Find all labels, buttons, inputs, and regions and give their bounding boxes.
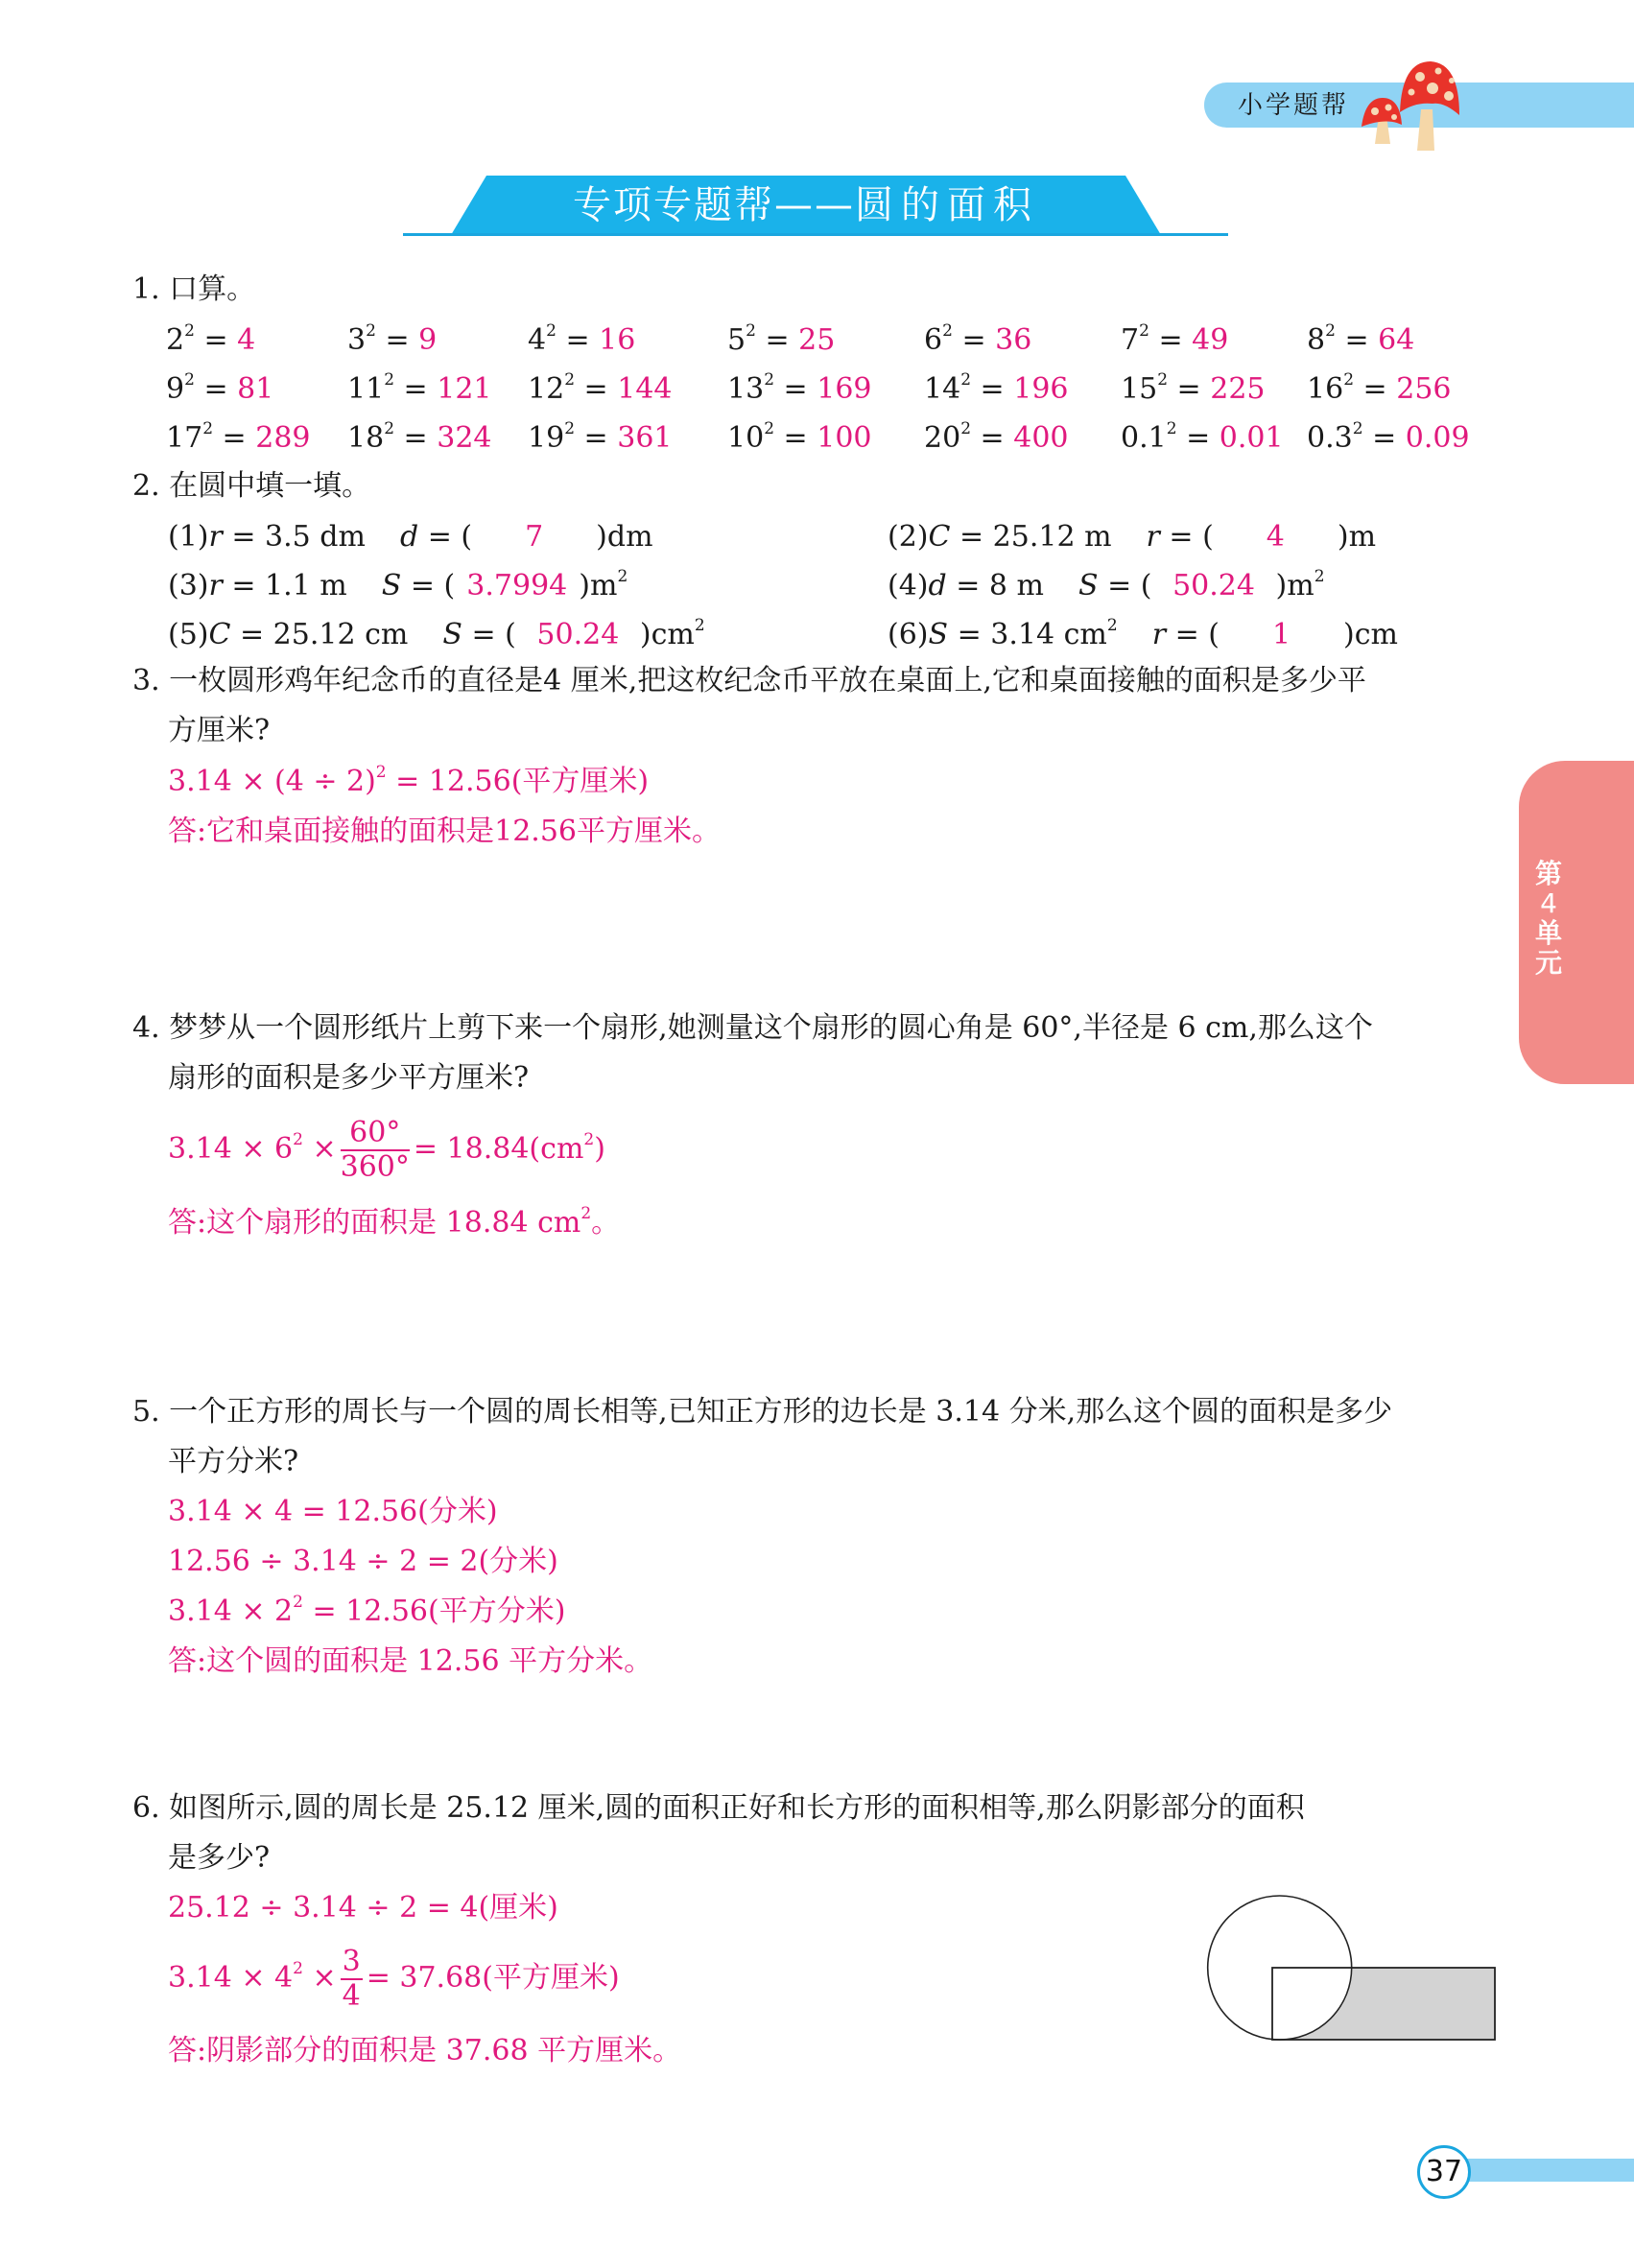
page-title: [451, 180, 1161, 230]
q1-answer: 361: [617, 421, 673, 455]
q1-exp: 2: [746, 321, 756, 341]
q1-base: 8: [1307, 323, 1326, 357]
q1-exp: 2: [1343, 370, 1355, 390]
mushroom-icon: [1358, 59, 1463, 151]
q4-calc-part: = 18.84(cm: [413, 1132, 584, 1166]
q3-calc-exp: 2: [375, 763, 387, 782]
q1-answer: 196: [1013, 372, 1069, 406]
q4-answer-part: 。: [591, 1206, 621, 1240]
q5-calc-3: [168, 1593, 565, 1631]
q4-calculation: [168, 1111, 605, 1188]
q1-equals: =: [971, 421, 1014, 455]
q1-answer: 169: [817, 372, 872, 406]
shaded-region: [1272, 1968, 1495, 2040]
q2-given-var: d: [928, 569, 947, 602]
q1-equals: =: [952, 323, 996, 357]
q2-item-number: (2): [888, 520, 929, 554]
q2-unit: m: [1287, 569, 1314, 602]
fraction-denominator: 360°: [340, 1150, 410, 1184]
q1-item: [924, 321, 1031, 360]
q3-question-line2: 方厘米?: [168, 714, 271, 747]
q2-answer: 3.7994: [466, 569, 568, 602]
q6-question-line1: 6. 如图所示,圆的周长是 25.12 厘米,圆的面积正好和长方形的面积相等,那么阴影部分的面积: [132, 1791, 1305, 1825]
q1-equals: =: [575, 372, 618, 406]
q2-item-number: (4): [888, 569, 929, 602]
unit-label: [1519, 859, 1578, 978]
q1-base: 13: [727, 372, 765, 406]
q1-item: [924, 370, 1069, 409]
q2-unit-exp: 2: [617, 567, 628, 586]
q2-equals: = (: [1159, 520, 1223, 554]
q1-base: 18: [347, 421, 385, 455]
fraction-denominator: 4: [342, 1979, 361, 2013]
page-number: 37: [1417, 2145, 1471, 2199]
q1-answer: 400: [1013, 421, 1069, 455]
q2-equals: = (: [401, 569, 464, 602]
q1-answer: 100: [817, 421, 872, 455]
q1-base: 17: [166, 421, 203, 455]
q2-equals: = (: [1166, 618, 1229, 651]
q1-answer: 256: [1396, 372, 1452, 406]
q2-ask-var: S: [381, 569, 402, 602]
q5-calc-2: 12.56 ÷ 3.14 ÷ 2 = 2(分米): [168, 1545, 558, 1578]
q1-answer: 81: [237, 372, 274, 406]
q1-exp: 2: [1166, 419, 1177, 438]
q5-calc-part: 3.14 × 2: [168, 1595, 294, 1628]
q1-base: 11: [347, 372, 385, 406]
fraction-numerator: 60°: [341, 1117, 410, 1151]
circle-rectangle-figure: [1190, 1895, 1506, 2048]
q1-item: [528, 370, 673, 409]
q2-given-var: S: [928, 618, 949, 651]
q2-given-exp: 2: [1106, 616, 1118, 635]
unit-char: 第: [1534, 858, 1562, 889]
q1-exp: 2: [184, 370, 195, 390]
q1-exp: 2: [942, 321, 953, 341]
unit-number: 4: [1540, 887, 1557, 919]
q2-answer: 4: [1266, 520, 1285, 554]
q1-answer: 0.09: [1405, 421, 1470, 455]
q1-equals: =: [1354, 372, 1397, 406]
q4-calc-exp: 2: [293, 1130, 303, 1149]
q2-item: [168, 518, 653, 556]
q1-item: [347, 419, 492, 458]
q2-ask-var: S: [1078, 569, 1099, 602]
q4-calc-part: 3.14 × 6: [168, 1132, 294, 1166]
q1-exp: 2: [202, 419, 214, 438]
title-underline: [403, 233, 1228, 236]
q1-answer: 16: [599, 323, 636, 357]
unit-char: 元: [1534, 947, 1562, 979]
q2-answer: 7: [525, 520, 544, 554]
q1-exp: 2: [960, 370, 972, 390]
q2-close-paren: ): [1334, 618, 1355, 651]
q1-equals: =: [556, 323, 600, 357]
q1-equals: =: [213, 421, 256, 455]
q6-calc-1: 25.12 ÷ 3.14 ÷ 2 = 4(厘米): [168, 1891, 558, 1925]
q2-unit: m: [1348, 520, 1377, 554]
q4-calc-part: ×: [302, 1132, 337, 1166]
q2-unit: dm: [606, 520, 653, 554]
q2-item: [168, 616, 705, 654]
q4-answer-exp: 2: [580, 1204, 592, 1223]
q1-answer: 25: [798, 323, 836, 357]
q1-base: 5: [727, 323, 746, 357]
q2-close-paren: ): [569, 569, 591, 602]
q2-answer: 50.24: [1172, 569, 1255, 602]
q1-exp: 2: [564, 419, 576, 438]
q6-question-line2: 是多少?: [168, 1841, 271, 1875]
q1-base: 15: [1121, 372, 1158, 406]
q1-equals: =: [1362, 421, 1406, 455]
q2-equals: = (: [1098, 569, 1162, 602]
q2-unit-exp: 2: [694, 616, 705, 635]
q1-item: [528, 321, 635, 360]
q5-calc-part: = 12.56(平方分米): [302, 1595, 566, 1628]
q2-close-paren: ): [586, 520, 607, 554]
q1-exp: 2: [1352, 419, 1363, 438]
q1-item: [1121, 321, 1228, 360]
q1-base: 7: [1121, 323, 1140, 357]
q2-unit-exp: 2: [1314, 567, 1325, 586]
q2-given-var: r: [208, 520, 223, 554]
q1-base: 16: [1307, 372, 1344, 406]
q1-equals: =: [394, 372, 438, 406]
q1-exp: 2: [764, 370, 775, 390]
q3-answer: 答:它和桌面接触的面积是12.56平方厘米。: [168, 815, 721, 848]
q1-item: [166, 419, 311, 458]
q1-exp: 2: [1157, 370, 1169, 390]
q1-answer: 9: [418, 323, 438, 357]
q1-exp: 2: [384, 419, 395, 438]
q1-exp: 2: [1139, 321, 1149, 341]
q2-equals: = (: [462, 618, 526, 651]
q2-given-var: r: [208, 569, 223, 602]
q2-close-paren: ): [1328, 520, 1349, 554]
q1-equals: =: [1335, 323, 1379, 357]
q2-unit: m: [590, 569, 618, 602]
q6-answer: 答:阴影部分的面积是 37.68 平方厘米。: [168, 2034, 682, 2067]
q1-item: [727, 419, 872, 458]
q2-item: [888, 518, 1376, 556]
q1-item: [924, 419, 1069, 458]
brand-label: 小学题帮: [1238, 91, 1350, 120]
q1-equals: =: [194, 372, 238, 406]
q2-given-var: C: [928, 520, 951, 554]
q5-question-line1: 5. 一个正方形的周长与一个圆的周长相等,已知正方形的边长是 3.14 分米,那么这个圆的面积是多少: [132, 1395, 1393, 1429]
q1-answer: 0.01: [1219, 421, 1284, 455]
q2-given-value: = 1.1 m: [222, 569, 347, 602]
q2-label: 2. 在圆中填一填。: [132, 469, 371, 503]
q1-item: [727, 321, 835, 360]
q2-close-paren: ): [630, 618, 651, 651]
q1-answer: 289: [255, 421, 311, 455]
q1-answer: 144: [617, 372, 673, 406]
q2-ask-var: S: [442, 618, 462, 651]
q2-equals: = (: [418, 520, 482, 554]
q1-item: [1307, 419, 1470, 458]
q3-question-line1: 3. 一枚圆形鸡年纪念币的直径是4 厘米,把这枚纪念币平放在桌面上,它和桌面接触的面积是多少平: [132, 664, 1366, 697]
q4-calc-exp: 2: [583, 1130, 595, 1149]
q1-base: 4: [528, 323, 547, 357]
q1-exp: 2: [564, 370, 576, 390]
q1-base: 3: [347, 323, 367, 357]
q1-base: 12: [528, 372, 565, 406]
q1-equals: =: [394, 421, 438, 455]
q1-equals: =: [194, 323, 238, 357]
q1-base: 9: [166, 372, 185, 406]
q2-item: [888, 616, 1398, 654]
q2-answer: 50.24: [536, 618, 620, 651]
q1-item: [528, 419, 673, 458]
q1-answer: 64: [1378, 323, 1415, 357]
q2-given-value: = 8 m: [946, 569, 1044, 602]
q4-fraction: [341, 1117, 410, 1184]
q1-equals: =: [774, 372, 817, 406]
q1-base: 2: [166, 323, 185, 357]
q1-equals: =: [971, 372, 1014, 406]
q2-given-value: = 25.12 cm: [230, 618, 409, 651]
title-topic: 圆的面积: [855, 183, 1039, 227]
q1-exp: 2: [764, 419, 775, 438]
q1-equals: =: [1168, 372, 1211, 406]
q2-item-number: (1): [168, 520, 209, 554]
q6-calc-2: [168, 1940, 620, 2017]
fraction-numerator: 3: [342, 1945, 361, 1978]
q5-question-line2: 平方分米?: [168, 1445, 299, 1478]
q2-given-value: = 25.12 m: [950, 520, 1112, 554]
q2-item: [168, 567, 628, 605]
q4-calc-part: ): [594, 1132, 605, 1166]
q2-unit: cm: [651, 618, 695, 651]
q2-item: [888, 567, 1325, 605]
q2-given-value: = 3.5 dm: [222, 520, 366, 554]
q1-equals: =: [575, 421, 618, 455]
q1-item: [727, 370, 872, 409]
q2-item-number: (6): [888, 618, 929, 651]
q6-calc-part: 3.14 × 4: [168, 1961, 294, 1995]
q1-item: [1307, 370, 1452, 409]
q1-answer: 36: [995, 323, 1032, 357]
q2-given-value: = 3.14 cm: [948, 618, 1107, 651]
q2-close-paren: ): [1267, 569, 1288, 602]
q1-base: 0.3: [1307, 421, 1353, 455]
q6-calc-exp: 2: [293, 1959, 303, 1978]
q1-base: 19: [528, 421, 565, 455]
q1-base: 20: [924, 421, 961, 455]
unit-char: 单: [1534, 917, 1562, 949]
q1-base: 6: [924, 323, 943, 357]
q1-answer: 121: [437, 372, 492, 406]
title-dash: ——: [774, 183, 855, 227]
q1-item: [1121, 370, 1266, 409]
q1-item: [166, 321, 255, 360]
q1-equals: =: [774, 421, 817, 455]
q5-calc-exp: 2: [293, 1593, 303, 1612]
q1-exp: 2: [184, 321, 195, 341]
q4-question-line1: 4. 梦梦从一个圆形纸片上剪下来一个扇形,她测量这个扇形的圆心角是 60°,半径是 6 cm,那么这个: [132, 1011, 1373, 1045]
q1-exp: 2: [384, 370, 395, 390]
q2-item-number: (3): [168, 569, 209, 602]
q6-calc-part: = 37.68(平方厘米): [366, 1961, 620, 1995]
q1-equals: =: [1176, 421, 1220, 455]
q6-calc-part: ×: [302, 1961, 337, 1995]
q1-item: [347, 321, 437, 360]
q2-ask-var: r: [1151, 618, 1167, 651]
q1-answer: 324: [437, 421, 492, 455]
q2-item-number: (5): [168, 618, 209, 651]
q4-answer: [168, 1204, 620, 1242]
q1-base: 14: [924, 372, 961, 406]
q4-question-line2: 扇形的面积是多少平方厘米?: [168, 1061, 530, 1095]
q1-equals: =: [1149, 323, 1193, 357]
q1-equals: =: [375, 323, 419, 357]
q1-base: 10: [727, 421, 765, 455]
q1-answer: 4: [237, 323, 256, 357]
q1-item: [1121, 419, 1284, 458]
q1-exp: 2: [960, 419, 972, 438]
q4-answer-part: 答:这个扇形的面积是 18.84 cm: [168, 1206, 581, 1240]
q1-exp: 2: [366, 321, 376, 341]
q1-answer: 225: [1210, 372, 1266, 406]
q3-calculation: [168, 763, 649, 801]
q1-exp: 2: [1325, 321, 1336, 341]
q1-label: 1. 口算。: [132, 272, 256, 306]
q1-base: 0.1: [1121, 421, 1167, 455]
q5-answer: 答:这个圆的面积是 12.56 平方分米。: [168, 1644, 653, 1678]
title-main: 专项专题帮: [573, 183, 774, 227]
q2-answer: 1: [1271, 618, 1291, 651]
q2-given-var: C: [208, 618, 231, 651]
q1-item: [1307, 321, 1414, 360]
q1-exp: 2: [546, 321, 557, 341]
q3-calc-part: 3.14 × (4 ÷ 2): [168, 765, 376, 798]
q1-item: [166, 370, 273, 409]
q1-equals: =: [755, 323, 799, 357]
q1-answer: 49: [1192, 323, 1229, 357]
q2-unit: cm: [1354, 618, 1398, 651]
q5-calc-1: 3.14 × 4 = 12.56(分米): [168, 1495, 498, 1528]
q2-ask-var: r: [1146, 520, 1160, 554]
q3-calc-part: = 12.56(平方厘米): [386, 765, 650, 798]
q1-item: [347, 370, 492, 409]
q6-fraction: [341, 1946, 363, 2013]
q2-ask-var: d: [399, 520, 419, 554]
